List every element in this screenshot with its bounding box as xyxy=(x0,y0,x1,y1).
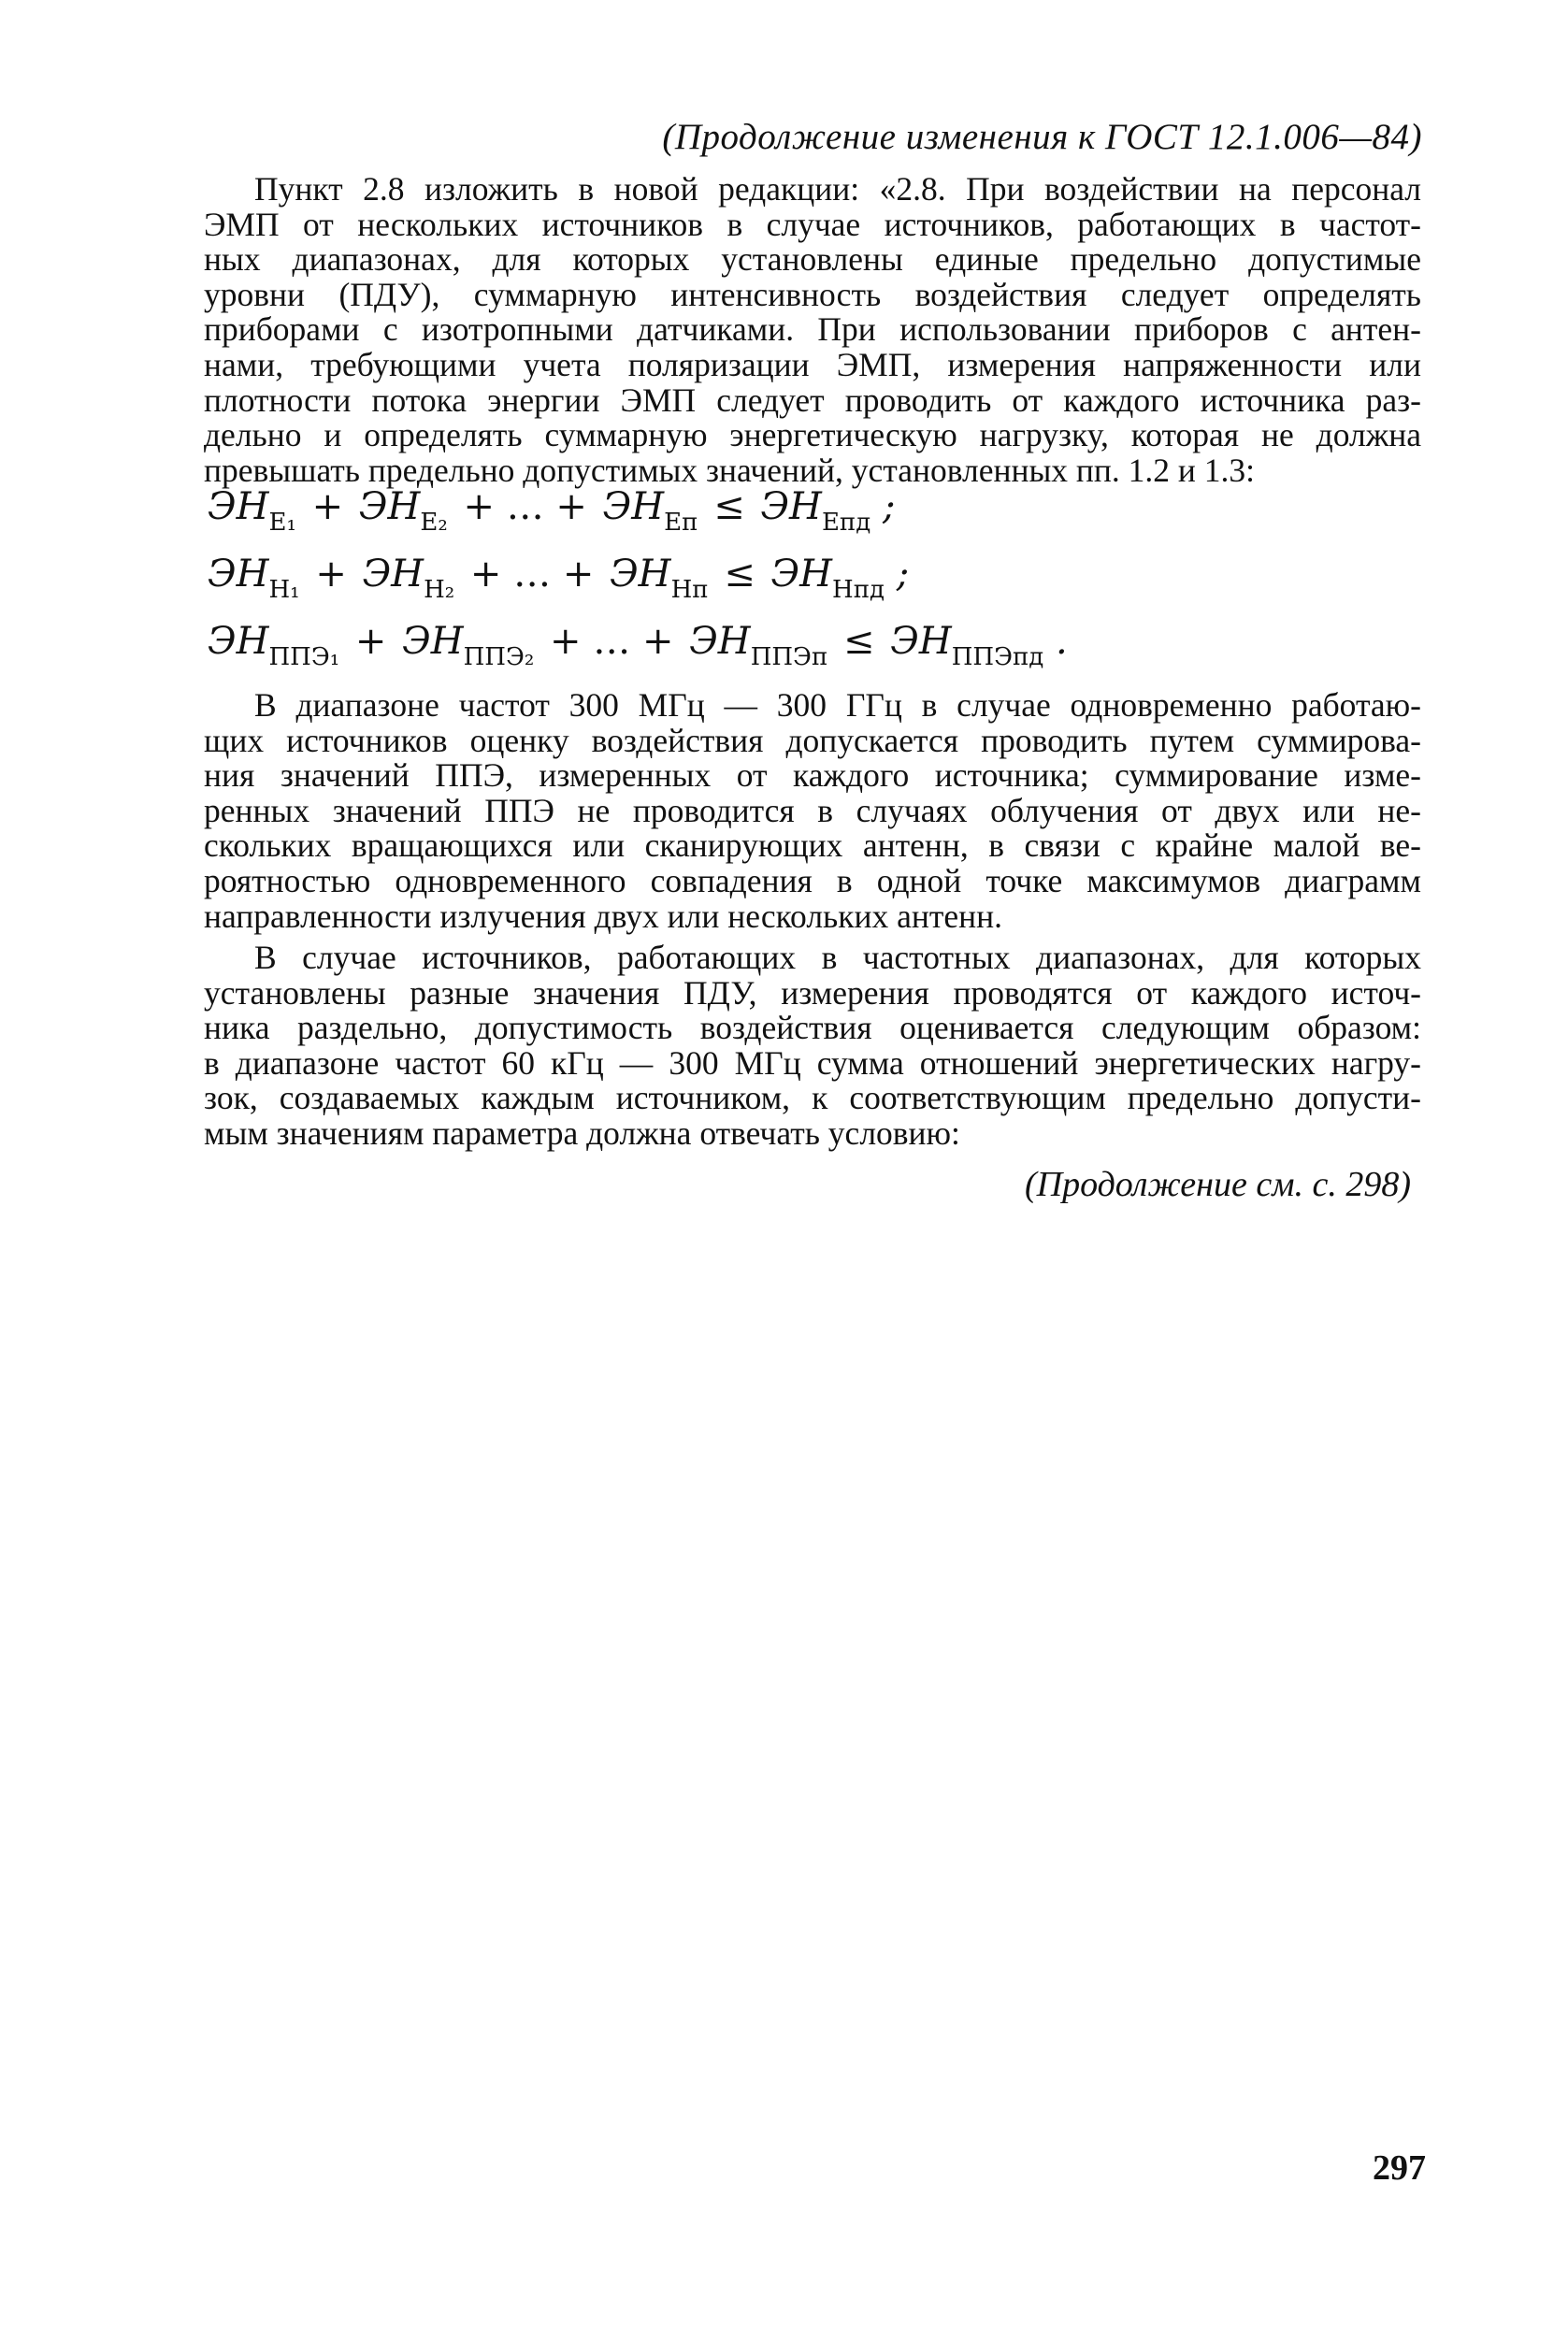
formula-term: ЭН xyxy=(689,620,751,663)
paragraph-range-300mhz-300ghz xyxy=(204,688,1421,934)
formula-operator: + xyxy=(311,485,344,528)
text-line: Пункт 2.8 изложить в новой редакции: «2.8. При воздействии на персонал xyxy=(254,170,1421,208)
formula-subscript: Hпд xyxy=(832,576,885,604)
formula-subscript: E₂ xyxy=(420,509,448,537)
formula-term: ЭН xyxy=(602,485,665,528)
formula-term: ЭН xyxy=(208,485,269,528)
formula-operator: ≤ xyxy=(713,485,745,528)
text-line: ния значений ППЭ, измеренных от каждого источника; суммирование изме- xyxy=(204,756,1421,795)
text-line: ЭМП от нескольких источников в случае источников, работающих в частот- xyxy=(204,205,1421,243)
formula-operator: + xyxy=(354,620,387,663)
text-line: ных диапазонах, для которых установлены единые предельно допустимые xyxy=(204,240,1421,279)
text-line: дельно и определять суммарную энергетическую нагрузку, которая не должна xyxy=(204,416,1421,454)
text-line: направленности излучения двух или нескольких антенн. xyxy=(204,897,1002,935)
text-line: зок, создаваемых каждым источником, к соответствующим предельно допусти- xyxy=(204,1079,1421,1117)
text-line: установлены разные значения ПДУ, измерения проводятся от каждого источ- xyxy=(204,973,1421,1012)
formula-subscript: ППЭпд xyxy=(951,643,1044,671)
text-line: плотности потока энергии ЭМП следует проводить от каждого источника раз- xyxy=(204,381,1421,419)
text-line: превышать предельно допустимых значений, установленных пп. 1.2 и 1.3: xyxy=(204,451,1256,489)
text-line: роятностью одновременного совпадения в одной точке максимумов диаграмм xyxy=(204,861,1421,899)
formula-subscript: H₂ xyxy=(424,576,455,604)
text-line: В диапазоне частот 300 МГц — 300 ГГц в случае одновременно работаю- xyxy=(254,686,1421,724)
text-line: ника раздельно, допустимость воздействия оценивается следующим образом: xyxy=(204,1009,1421,1047)
formula-energy-load-e xyxy=(208,485,896,541)
text-line: приборами с изотропными датчиками. При использовании приборов с антен- xyxy=(204,310,1421,349)
formula-subscript: ППЭ₂ xyxy=(463,643,535,671)
text-line: нами, требующими учета поляризации ЭМП, измерения напряженности или xyxy=(204,345,1421,383)
paragraph-clause-2-8 xyxy=(204,172,1421,488)
formula-subscript: ППЭ₁ xyxy=(268,643,340,671)
text-line: мым значениям параметра должна отвечать условию: xyxy=(204,1113,960,1152)
formula-term: ЭН xyxy=(402,620,464,663)
formula-subscript: Eпд xyxy=(821,509,871,537)
formula-punctuation: . xyxy=(1056,620,1068,663)
formula-subscript: E₁ xyxy=(268,509,296,537)
page-number: 297 xyxy=(1373,2148,1426,2188)
formula-operator: + … + xyxy=(463,485,587,528)
text-line: в диапазоне частот 60 кГц — 300 МГц сумма отношений энергетических нагру- xyxy=(204,1043,1421,1082)
formula-subscript: H₁ xyxy=(268,576,300,604)
formula-term: ЭН xyxy=(208,553,269,596)
formula-punctuation: ; xyxy=(882,485,896,528)
formula-operator: ≤ xyxy=(724,553,755,596)
formula-subscript: Hп xyxy=(670,576,709,604)
paragraph-different-pdu xyxy=(204,941,1421,1152)
formula-punctuation: ; xyxy=(896,553,910,596)
formula-term: ЭН xyxy=(358,485,421,528)
formula-subscript: ППЭп xyxy=(750,643,828,671)
text-line: скольких вращающихся или сканирующих антенн, в связи с крайне малой ве- xyxy=(204,826,1421,865)
text-line: щих источников оценку воздействия допускается проводить путем суммирова- xyxy=(204,721,1421,759)
formula-operator: ≤ xyxy=(843,620,875,663)
formula-energy-load-h xyxy=(208,555,909,609)
formula-term: ЭН xyxy=(362,553,424,596)
text-line: ренных значений ППЭ не проводится в случаях облучения от двух или не- xyxy=(204,791,1421,829)
formula-term: ЭН xyxy=(890,620,952,663)
formula-energy-load-ppe xyxy=(208,620,1068,676)
formula-term: ЭН xyxy=(760,485,822,528)
formula-operator: + xyxy=(315,553,347,596)
formula-subscript: Eп xyxy=(664,509,698,537)
text-line: уровни (ПДУ), суммарную интенсивность воздействия следует определять xyxy=(204,275,1421,313)
formula-term: ЭН xyxy=(208,620,269,663)
formula-term: ЭН xyxy=(770,553,833,596)
continuation-note: (Продолжение см. с. 298) xyxy=(1024,1165,1411,1204)
formula-term: ЭН xyxy=(610,553,671,596)
formula-operator: + … + xyxy=(550,620,674,663)
formula-operator: + … + xyxy=(469,553,595,596)
running-header: (Продолжение изменения к ГОСТ 12.1.006—84) xyxy=(662,117,1422,157)
text-line: В случае источников, работающих в частотных диапазонах, для которых xyxy=(254,939,1421,976)
